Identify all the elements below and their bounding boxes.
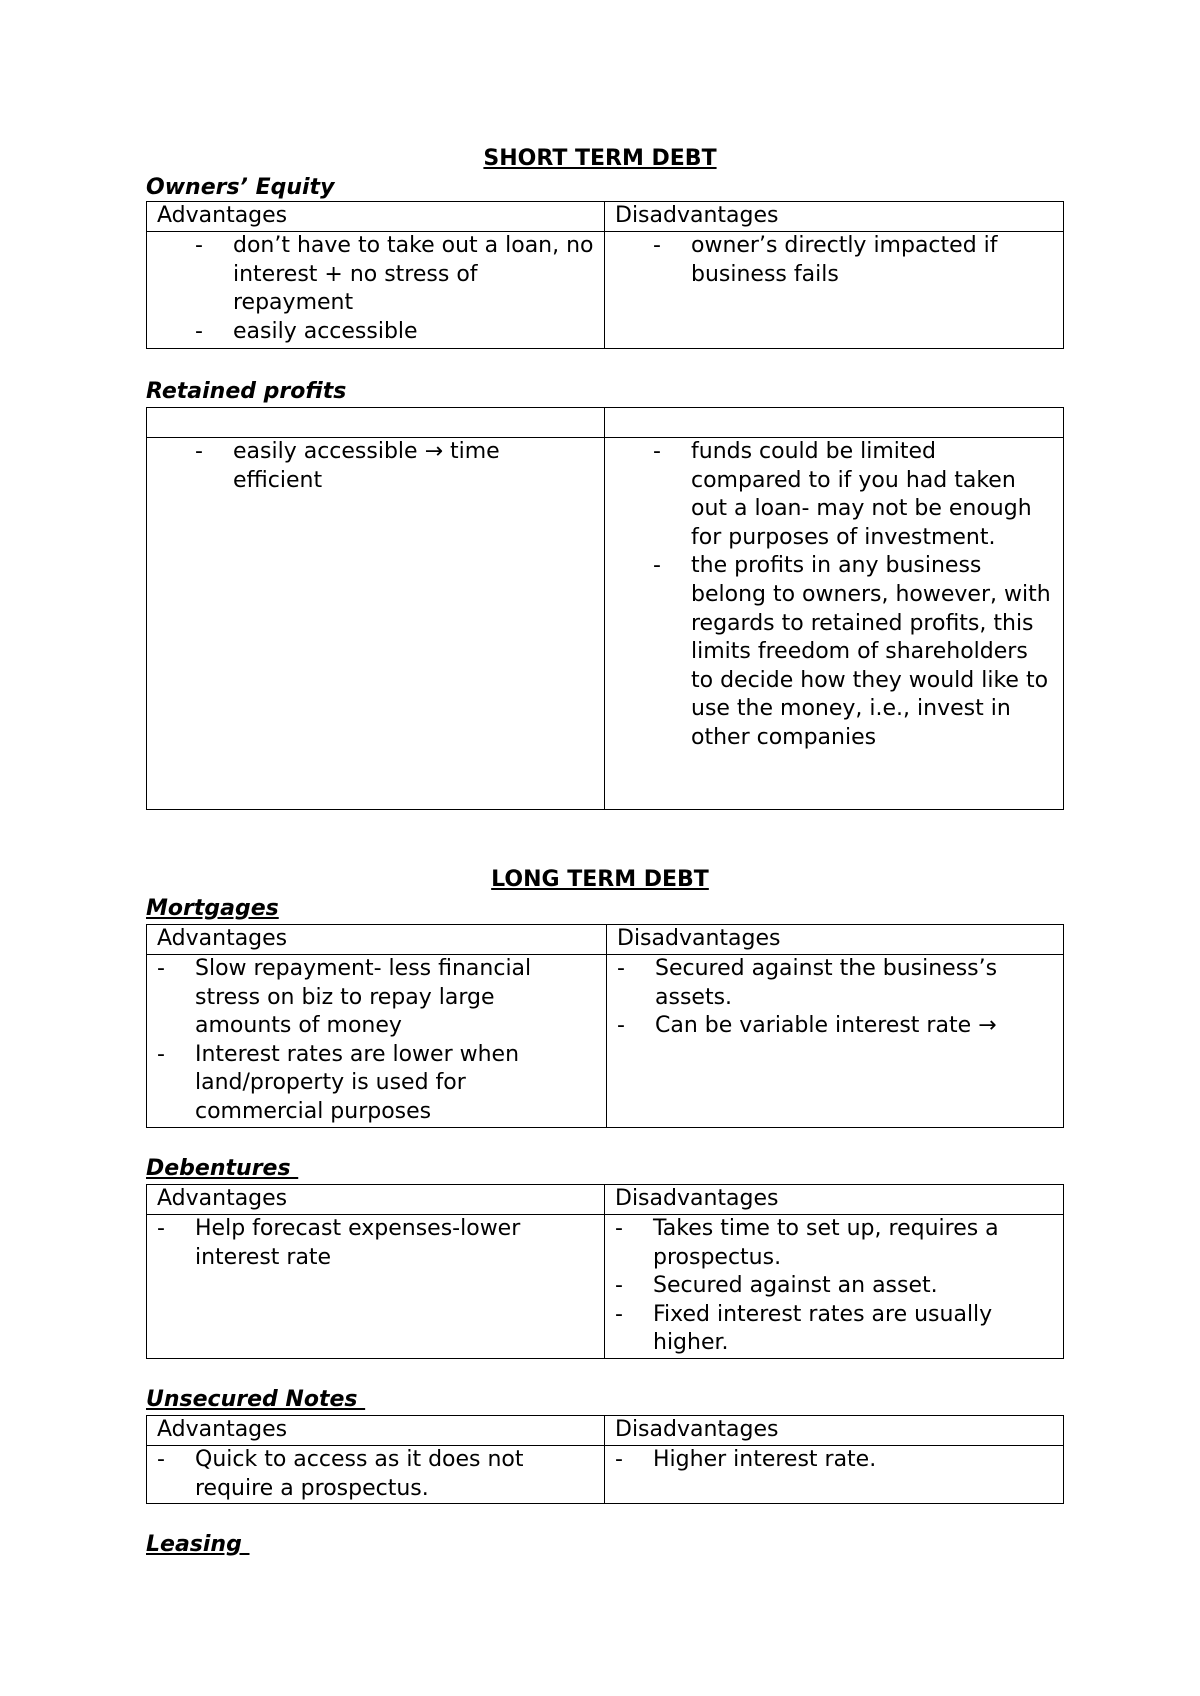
dash-bullet: - bbox=[615, 1273, 623, 1299]
dash-bullet: - bbox=[157, 956, 165, 981]
table-row bbox=[147, 438, 1064, 810]
advantages-cell bbox=[147, 1215, 605, 1359]
disadvantages-header: Disadvantages bbox=[605, 1416, 1064, 1446]
disadvantages-header: Disadvantages bbox=[605, 202, 1064, 232]
disadvantages-cell bbox=[605, 1215, 1064, 1359]
list-item bbox=[617, 1012, 1053, 1041]
list-item-text: Fixed interest rates are usually higher. bbox=[653, 1301, 993, 1356]
list-item bbox=[615, 1301, 1053, 1358]
list-item-text: Secured against the business’s assets. bbox=[655, 956, 998, 1010]
disadvantages-header: Disadvantages bbox=[607, 925, 1064, 955]
advantages-header: Advantages bbox=[147, 202, 605, 232]
table-header-row bbox=[147, 1185, 1064, 1215]
dash-bullet: - bbox=[653, 553, 661, 579]
advantages-list bbox=[157, 1215, 594, 1272]
list-item-text: the profits in any business belong to owners, however, with regards to retained profits, this limits freedom of shareholders to decide how they would like to use the money, i.e., invest in other companies bbox=[691, 553, 1051, 750]
list-item bbox=[157, 1446, 594, 1503]
advantages-cell bbox=[147, 1446, 605, 1504]
dash-bullet: - bbox=[617, 1013, 625, 1039]
retained-profits-heading: Retained profits bbox=[146, 379, 347, 404]
table-row bbox=[147, 232, 1064, 349]
dash-bullet: - bbox=[615, 1216, 623, 1241]
advantages-cell bbox=[147, 438, 605, 810]
list-item bbox=[157, 438, 594, 495]
advantages-list bbox=[157, 232, 594, 346]
mortgages-heading: Mortgages bbox=[146, 896, 279, 921]
advantages-list bbox=[157, 1446, 594, 1503]
list-item bbox=[615, 1272, 1053, 1301]
dash-bullet: - bbox=[653, 439, 661, 464]
debentures-table bbox=[146, 1184, 1064, 1359]
list-item-text: owner’s directly impacted if business fails bbox=[691, 233, 998, 287]
table-header-row bbox=[147, 1416, 1064, 1446]
disadvantages-list bbox=[617, 955, 1053, 1041]
disadvantages-list bbox=[615, 1215, 1053, 1358]
list-item bbox=[157, 1041, 596, 1127]
short-term-debt-title: SHORT TERM DEBT bbox=[483, 146, 717, 171]
list-item bbox=[615, 1446, 1053, 1475]
dash-bullet: - bbox=[195, 318, 203, 344]
table-header-row bbox=[147, 202, 1064, 232]
dash-bullet: - bbox=[653, 233, 661, 258]
list-item bbox=[615, 232, 1053, 289]
dash-bullet: - bbox=[195, 439, 203, 464]
advantages-cell bbox=[147, 955, 607, 1128]
mortgages-table bbox=[146, 924, 1064, 1128]
table-row bbox=[147, 1446, 1064, 1504]
dash-bullet: - bbox=[615, 1301, 623, 1327]
disadvantages-list bbox=[615, 1446, 1053, 1475]
retained-profits-table bbox=[146, 407, 1064, 810]
list-item-text: Can be variable interest rate → bbox=[655, 1013, 997, 1039]
advantages-list bbox=[157, 438, 594, 495]
dash-bullet: - bbox=[157, 1216, 165, 1241]
advantages-header bbox=[147, 408, 605, 438]
dash-bullet: - bbox=[157, 1041, 165, 1067]
dash-bullet: - bbox=[617, 956, 625, 981]
unsecured-notes-table bbox=[146, 1415, 1064, 1504]
disadvantages-cell bbox=[605, 438, 1064, 810]
list-item bbox=[615, 1215, 1053, 1272]
list-item bbox=[157, 318, 594, 347]
advantages-cell bbox=[147, 232, 605, 349]
list-item-text: easily accessible bbox=[233, 318, 418, 344]
owners-equity-table bbox=[146, 201, 1064, 349]
leasing-heading: Leasing bbox=[146, 1532, 250, 1557]
list-item bbox=[615, 552, 1053, 752]
list-item-text: Slow repayment- less financial stress on biz to repay large amounts of money bbox=[195, 956, 532, 1039]
list-item-text: don’t have to take out a loan, no interest + no stress of repayment bbox=[233, 233, 594, 316]
list-item bbox=[157, 232, 594, 318]
dash-bullet: - bbox=[195, 233, 203, 258]
disadvantages-list bbox=[615, 438, 1053, 753]
list-item-text: Quick to access as it does not require a prospectus. bbox=[195, 1447, 524, 1501]
debentures-heading: Debentures bbox=[146, 1156, 299, 1181]
list-item-text: Higher interest rate. bbox=[653, 1447, 877, 1472]
advantages-header: Advantages bbox=[147, 1185, 605, 1215]
list-item bbox=[157, 955, 596, 1041]
table-row bbox=[147, 955, 1064, 1128]
table-row bbox=[147, 1215, 1064, 1359]
table-header-row bbox=[147, 408, 1064, 438]
advantages-list bbox=[157, 955, 596, 1127]
disadvantages-cell bbox=[605, 232, 1064, 349]
list-item-text: Interest rates are lower when land/property is used for commercial purposes bbox=[195, 1041, 520, 1124]
owners-equity-heading: Owners’ Equity bbox=[146, 175, 335, 200]
unsecured-notes-heading: Unsecured Notes bbox=[146, 1387, 366, 1412]
list-item-text: funds could be limited compared to if you had taken out a loan- may not be enough for purposes of investment. bbox=[691, 439, 1032, 550]
list-item-text: easily accessible → time efficient bbox=[233, 439, 500, 493]
advantages-header: Advantages bbox=[147, 925, 607, 955]
list-item bbox=[157, 1215, 594, 1272]
table-header-row bbox=[147, 925, 1064, 955]
list-item bbox=[615, 438, 1053, 552]
dash-bullet: - bbox=[157, 1447, 165, 1472]
long-term-debt-title: LONG TERM DEBT bbox=[491, 867, 709, 892]
list-item-text: Secured against an asset. bbox=[653, 1273, 938, 1299]
list-item bbox=[617, 955, 1053, 1012]
disadvantages-header: Disadvantages bbox=[605, 1185, 1064, 1215]
disadvantages-list bbox=[615, 232, 1053, 289]
list-item-text: Takes time to set up, requires a prospectus. bbox=[653, 1216, 999, 1270]
disadvantages-cell bbox=[607, 955, 1064, 1128]
disadvantages-cell bbox=[605, 1446, 1064, 1504]
advantages-header: Advantages bbox=[147, 1416, 605, 1446]
dash-bullet: - bbox=[615, 1447, 623, 1472]
disadvantages-header bbox=[605, 408, 1064, 438]
list-item-text: Help forecast expenses-lower interest rate bbox=[195, 1216, 521, 1270]
